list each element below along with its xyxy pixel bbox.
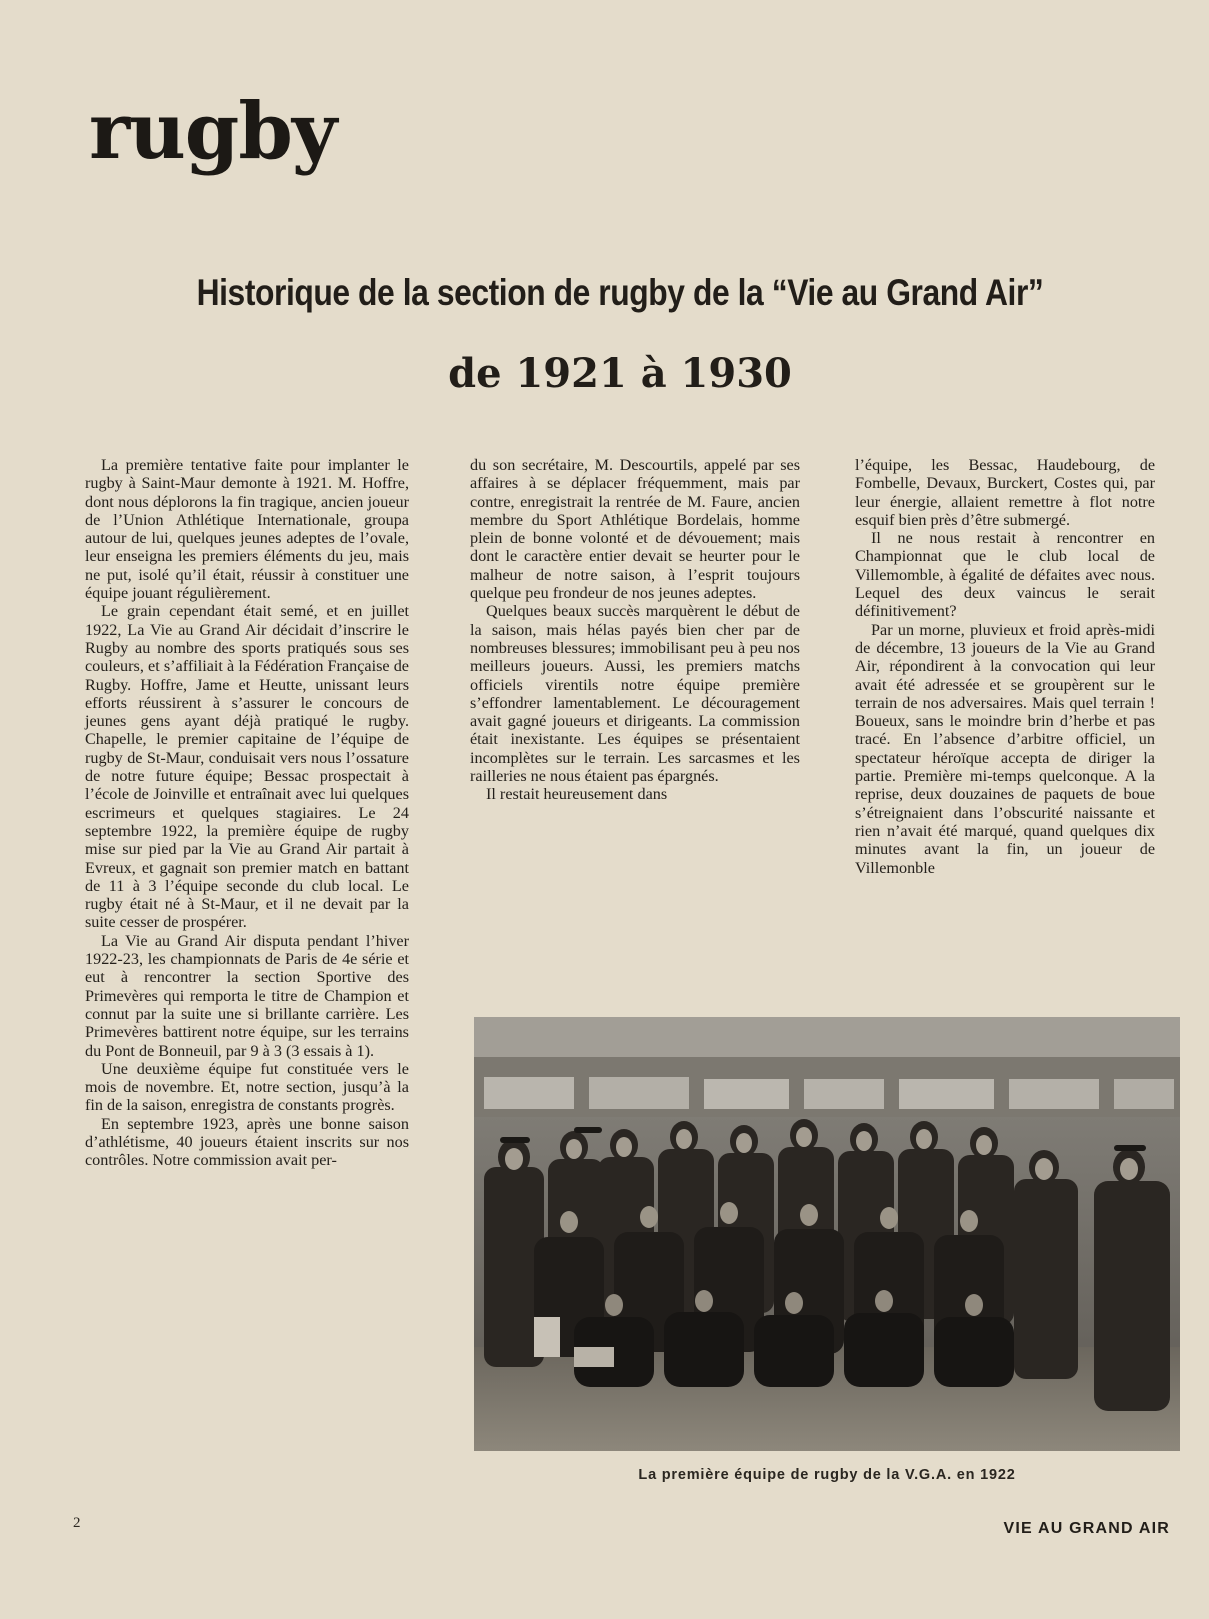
- paragraph: Une deuxième équipe fut constituée vers le mois de novembre. Et, notre section, jusqu’à la fin de la saison, enregistra de constants progrès.: [85, 1059, 409, 1115]
- paragraph: du son secrétaire, M. Descourtils, appelé par ses affaires à se déplacer fréquemment, mais par contre, enregistrait la rentrée de M. Faure, ancien membre du Sport Athlétique Bordelais, homme plein de bonne volonté et de dévouement; mais dont le caractère entier devait se heurter pour le malheur de notre saison, à l’esprit toujours quelque peu frondeur de nos jeunes adeptes.: [470, 456, 800, 603]
- text-column-1: [85, 456, 409, 1170]
- text-column-2: [470, 456, 800, 804]
- article-headline-dates: de 1921 à 1930: [448, 350, 792, 397]
- team-photo: [474, 1017, 1180, 1451]
- paragraph: Par un morne, pluvieux et froid après-midi de décembre, 13 joueurs de la Vie au Grand Air, répondirent à la convocation qui leur avait été adressée et se groupèrent sur le terrain de nos adversaires. Mais quel terrain ! Boueux, sans le moindre brin d’herbe et pas tracé. En l’absence d’arbitre officiel, un spectateur héroïque accepta de diriger la partie. Première mi-temps quelconque. A la reprise, deux douzaines de paquets de boue s’étreignaient dans l’obscurité naissante et rien n’avait été marqué, quand quelques dix minutes avant la fin, un joueur de Villemonble: [855, 620, 1155, 877]
- magazine-title: VIE AU GRAND AIR: [1003, 1520, 1170, 1537]
- text-column-3: [855, 456, 1155, 877]
- paragraph: Il ne nous restait à rencontrer en Championnat que le club local de Villemomble, à égalité de défaites avec nous. Lequel des deux vaincus le serait définitivement?: [855, 529, 1155, 621]
- paragraph: Quelques beaux succès marquèrent le début de la saison, mais hélas payés bien cher par de nombreuses blessures; immobilisant peu à peu nos meilleurs joueurs. Aussi, les premiers matchs officiels virentils notre équipe première s’effondrer lamentablement. Le découragement avait gagné joueurs et dirigeants. La commission était inexistante. Les équipes se présentaient incomplètes sur le terrain. Les sarcasmes et les railleries ne nous étaient pas épargnés.: [470, 602, 800, 786]
- article-headline: Historique de la section de rugby de la “Vie au Grand Air”: [196, 272, 1044, 313]
- page-number: 2: [73, 1515, 81, 1531]
- paragraph: Il restait heureusement dans: [486, 785, 668, 804]
- photo-caption: La première équipe de rugby de la V.G.A. en 1922: [638, 1467, 1016, 1483]
- paragraph: La Vie au Grand Air disputa pendant l’hiver 1922-23, les championnats de Paris de 4e série et eut à rencontrer la section Sportive des Primevères qui remporta le titre de Champion et connut par la suite une si brillante carrière. Les Primevères battirent notre équipe, sur les terrains du Pont de Bonneuil, par 9 à 3 (3 essais à 1).: [85, 931, 409, 1060]
- paragraph: La première tentative faite pour implanter le rugby à Saint-Maur demonte à 1921. M. Hoffre, dont nous déplorons la fin tragique, ancien joueur de l’Union Athlétique Internationale, groupa autour de lui, quelques jeunes adeptes de l’ovale, leur enseigna les premiers éléments du jeu, mais ne put, isolé qu’il était, réussir à constituer une équipe jouant régulièrement.: [85, 456, 409, 603]
- paragraph: En septembre 1923, après une bonne saison d’athlétisme, 40 joueurs étaient inscrits sur nos contrôles. Notre commission avait per-: [85, 1114, 409, 1170]
- paragraph: l’équipe, les Bessac, Haudebourg, de Fombelle, Devaux, Burckert, Costes qui, par leur énergie, allaient remettre à flot notre esquif bien près d’être submergé.: [855, 456, 1155, 529]
- paragraph: Le grain cependant était semé, et en juillet 1922, La Vie au Grand Air décidait d’inscrire le Rugby au nombre des sports pratiqués sous ses couleurs, et s’affiliait à la Fédération Française de Rugby. Hoffre, Jame et Heutte, unissant leurs efforts réussirent à s’assurer le concours de jeunes gens ayant déjà pratiqué le rugby. Chapelle, le premier capitaine de l’équipe de rugby de St-Maur, conduisait vers nous l’ossature de notre future équipe; Bessac prospectait à l’école de Joinville et entraînait avec lui quelques escrimeurs et quelques stagiaires. Le 24 septembre 1922, la première équipe de rugby mise sur pied par la Vie au Grand Air partait à Evreux, et gagnait son premier match en battant de 11 à 3 l’équipe seconde du club local. Le rugby était né à St-Maur, et il ne devait par la suite cesser de prospérer.: [85, 602, 409, 932]
- section-title: rugby: [89, 86, 337, 177]
